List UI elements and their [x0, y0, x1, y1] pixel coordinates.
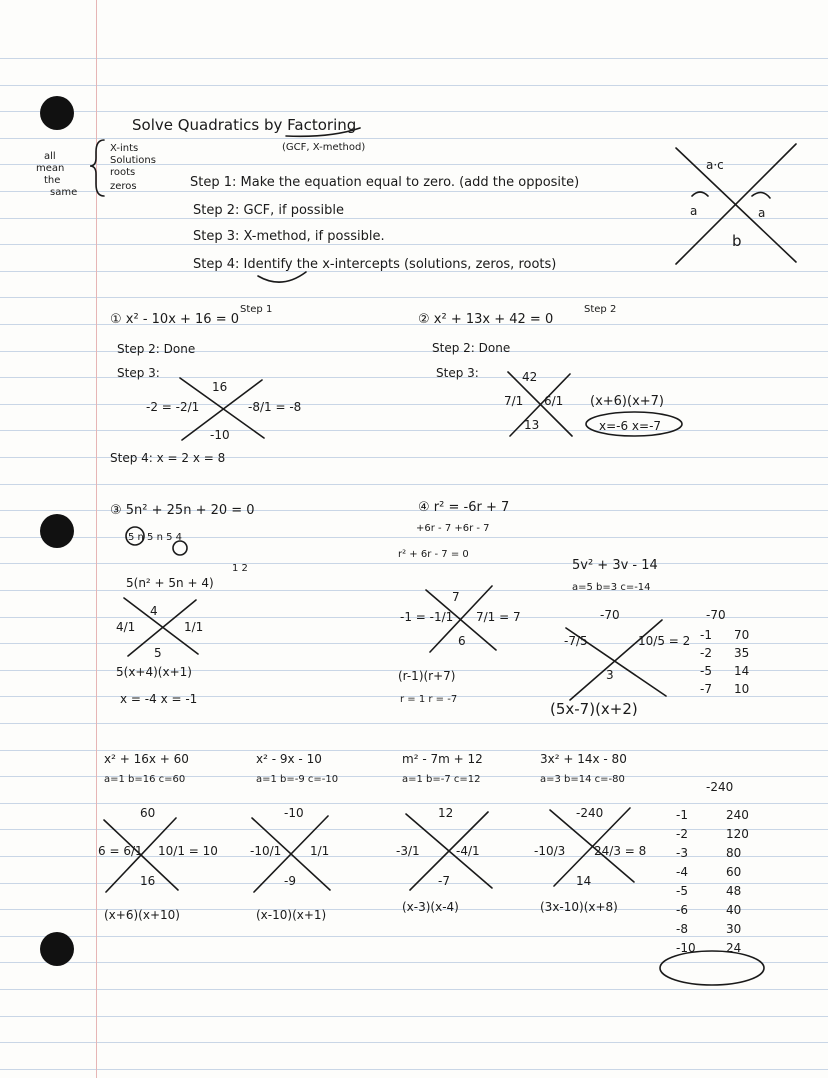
list240-pair-right: 240	[726, 808, 749, 822]
row3-x-right: 10/1 = 10	[158, 844, 218, 858]
ex3-x-left: 4/1	[116, 620, 136, 634]
row3-x-right: 24/3 = 8	[594, 844, 647, 858]
list240-pair-right: 80	[726, 846, 742, 860]
ex5-pair-left: -7	[700, 682, 712, 696]
ex3-x-top: 4	[150, 604, 158, 618]
ex1-x-left: -2 = -2/1	[146, 400, 200, 414]
ex4-x-top: 7	[452, 590, 460, 604]
list240-pair-left: -8	[676, 922, 688, 936]
row3-x-bottom: -9	[284, 874, 296, 888]
row3-abc: a=1 b=16 c=60	[104, 774, 186, 785]
ex4-solutions: r = 1 r = -7	[400, 694, 458, 705]
step-2: Step 2: GCF, if possible	[193, 203, 344, 218]
model-x-right: a	[758, 206, 766, 220]
ex3-gcf: 5(n² + 5n + 4)	[126, 576, 214, 590]
ex5-pair-left: -5	[700, 664, 712, 678]
list240-header: -240	[706, 780, 734, 794]
ex2-factored: (x+6)(x+7)	[590, 394, 665, 409]
model-x-left: a	[690, 204, 698, 218]
row3-x-left: 6 = 6/1	[98, 844, 143, 858]
ex3-factored: 5(x+4)(x+1)	[116, 665, 192, 679]
row3-x-top: 12	[438, 806, 454, 820]
row3-x-top: -10	[284, 806, 304, 820]
ex5-pair-right: 70	[734, 628, 750, 642]
term-zeros: zeros	[110, 181, 137, 192]
ex4-x-right: 7/1 = 7	[476, 610, 521, 624]
ex3-equation: ③ 5n² + 25n + 20 = 0	[110, 503, 255, 518]
list240-pair-right: 40	[726, 903, 742, 917]
note-the: the	[44, 175, 61, 186]
ex5-pair-left: -2	[700, 646, 712, 660]
ex5-pair-right: 35	[734, 646, 750, 660]
list240-pair-left: -2	[676, 827, 688, 841]
list240-pair-left: -4	[676, 865, 688, 879]
ex2-x-top: 42	[522, 370, 538, 384]
ex1-x-bottom: -10	[210, 428, 230, 442]
row3-factored: (x-3)(x-4)	[402, 900, 459, 914]
row3-x-top: -240	[576, 806, 604, 820]
ex1-step4: Step 4: x = 2 x = 8	[110, 451, 226, 465]
ex3-solutions: x = -4 x = -1	[120, 692, 198, 706]
ex1-step1-note: Step 1	[240, 304, 273, 315]
list240-pair-left: -3	[676, 846, 688, 860]
row3-abc: a=3 b=14 c=-80	[540, 774, 625, 785]
row3-x-right: -4/1	[456, 844, 480, 858]
ex4-x-bottom: 6	[458, 634, 466, 648]
list240-pair-left: -5	[676, 884, 688, 898]
ex5-pairs-header: -70	[706, 608, 726, 622]
ex2-x-right: 6/1	[544, 394, 564, 408]
ex3-gcf-note: 5 n 5 n 5 4	[128, 532, 183, 543]
row3-equation: 3x² + 14x - 80	[540, 752, 627, 766]
note-mean: mean	[36, 163, 65, 174]
ex4-x-left: -1 = -1/1	[400, 610, 454, 624]
ex1-step2: Step 2: Done	[117, 342, 196, 356]
ex3-gcf-sub: 1 2	[232, 563, 248, 574]
model-x-top: a·c	[706, 158, 724, 172]
ex5-x-bottom: 3	[606, 668, 614, 682]
row3-x-right: 1/1	[310, 844, 330, 858]
row3-x-left: -10/1	[250, 844, 282, 858]
step-3: Step 3: X-method, if possible.	[193, 229, 385, 244]
ex1-x-right: -8/1 = -8	[248, 400, 302, 414]
row3-x-bottom: 14	[576, 874, 592, 888]
row3-equation: m² - 7m + 12	[402, 752, 483, 766]
ex5-pair-right: 10	[734, 682, 750, 696]
row3-abc: a=1 b=-9 c=-10	[256, 774, 339, 785]
page-title: Solve Quadratics by Factoring	[132, 116, 357, 134]
list240-pair-right: 30	[726, 922, 742, 936]
title-note: (GCF, X-method)	[282, 142, 366, 153]
note-all: all	[44, 151, 56, 162]
list240-pair-left: -1	[676, 808, 688, 822]
row3-x-bottom: -7	[438, 874, 450, 888]
ex3-x-bottom: 5	[154, 646, 162, 660]
ex2-x-left: 7/1	[504, 394, 524, 408]
ex2-step2: Step 2: Done	[432, 341, 511, 355]
list240-pair-left: -10	[676, 941, 696, 955]
ex5-x-left: -7/5	[564, 634, 588, 648]
term-solutions: Solutions	[110, 155, 156, 166]
ex5-factored: (5x-7)(x+2)	[550, 700, 638, 718]
row3-x-bottom: 16	[140, 874, 156, 888]
ex5-abc: a=5 b=3 c=-14	[572, 582, 651, 593]
row3-equation: x² + 16x + 60	[104, 752, 189, 766]
step-1: Step 1: Make the equation equal to zero. (add the opposite)	[190, 175, 580, 190]
ex1-x-top: 16	[212, 380, 228, 394]
list240-pair-right: 48	[726, 884, 742, 898]
ex3-x-right: 1/1	[184, 620, 204, 634]
row3-factored: (x-10)(x+1)	[256, 908, 327, 922]
list240-pair-right: 120	[726, 827, 749, 841]
ex4-add: +6r - 7 +6r - 7	[416, 523, 490, 534]
ex2-equation: ② x² + 13x + 42 = 0	[418, 312, 554, 327]
list240-pair-right: 60	[726, 865, 742, 879]
ex5-x-right: 10/5 = 2	[638, 634, 691, 648]
row3-factored: (x+6)(x+10)	[104, 908, 180, 922]
ex5-pair-right: 14	[734, 664, 750, 678]
list240-pair-left: -6	[676, 903, 688, 917]
model-x-bottom: b	[732, 232, 742, 250]
ex1-equation: ① x² - 10x + 16 = 0	[110, 312, 240, 327]
term-x-ints: X-ints	[110, 143, 139, 154]
ex5-expression: 5v² + 3v - 14	[572, 558, 658, 573]
note-same: same	[50, 187, 78, 198]
row3-x-left: -10/3	[534, 844, 566, 858]
ex2-step3: Step 3:	[436, 366, 479, 380]
term-roots: roots	[110, 167, 136, 178]
row3-equation: x² - 9x - 10	[256, 752, 322, 766]
ex4-factored: (r-1)(r+7)	[398, 669, 456, 683]
ex2-x-bottom: 13	[524, 418, 540, 432]
row3-x-left: -3/1	[396, 844, 420, 858]
list240-pair-right: 24	[726, 941, 742, 955]
ex4-equation: ④ r² = -6r + 7	[418, 500, 510, 515]
step-4: Step 4: Identify the x-intercepts (solutions, zeros, roots)	[193, 257, 557, 272]
ex2-solutions: x=-6 x=-7	[599, 419, 662, 433]
row3-abc: a=1 b=-7 c=12	[402, 774, 481, 785]
row3-factored: (3x-10)(x+8)	[540, 900, 618, 914]
ex5-pair-left: -1	[700, 628, 712, 642]
ex1-step3: Step 3:	[117, 366, 160, 380]
row3-x-top: 60	[140, 806, 156, 820]
ex4-standard: r² + 6r - 7 = 0	[398, 549, 469, 560]
ex5-x-top: -70	[600, 608, 620, 622]
ex2-step-note: Step 2	[584, 304, 617, 315]
